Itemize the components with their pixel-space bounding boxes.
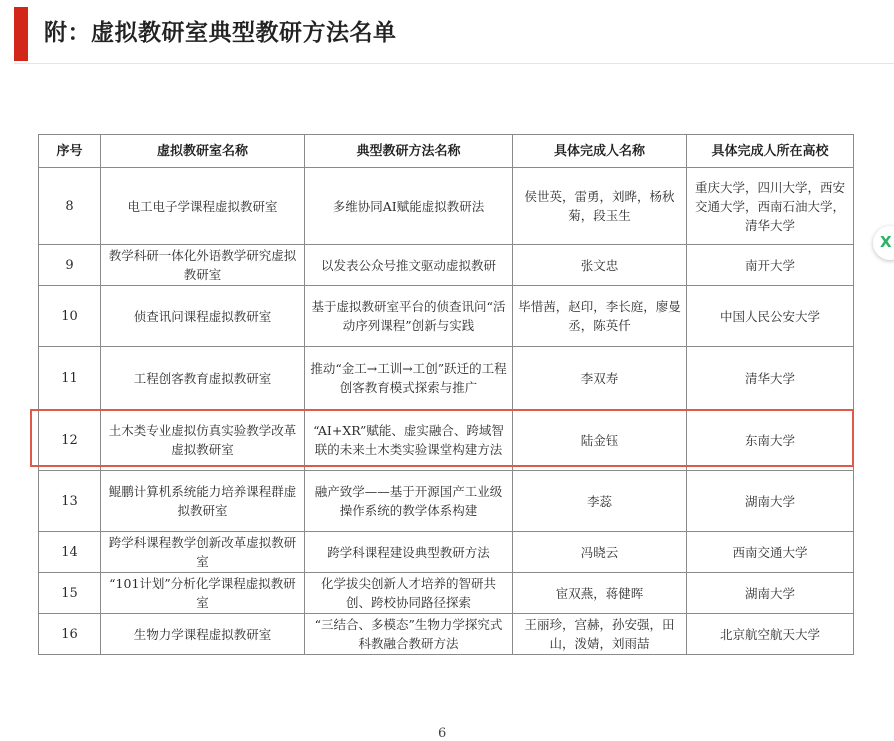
cell-no: 10 <box>39 286 101 347</box>
cell-room: 侦查讯问课程虚拟教研室 <box>101 286 305 347</box>
share-tab-icon: X <box>880 233 892 251</box>
cell-no: 14 <box>39 532 101 573</box>
table-row <box>39 168 854 245</box>
column-header-room: 虚拟教研室名称 <box>101 135 305 168</box>
cell-room: 教学科研一体化外语教学研究虚拟教研室 <box>101 245 305 286</box>
cell-people: 侯世英，雷勇，刘晔，杨秋菊，段玉生 <box>513 168 687 245</box>
cell-method: 多维协同AI赋能虚拟教研法 <box>305 168 513 245</box>
cell-people: 李蕊 <box>513 471 687 532</box>
cell-no: 12 <box>39 410 101 471</box>
method-list-table <box>38 134 854 655</box>
cell-no: 13 <box>39 471 101 532</box>
cell-people: 毕惜茜，赵印，李长庭，廖曼丞，陈英仟 <box>513 286 687 347</box>
cell-no: 16 <box>39 614 101 655</box>
table-row <box>39 573 854 614</box>
table-row <box>39 614 854 655</box>
cell-room: 电工电子学课程虚拟教研室 <box>101 168 305 245</box>
cell-schools: 重庆大学，四川大学，西安交通大学，西南石油大学，清华大学 <box>687 168 854 245</box>
column-header-schools: 具体完成人所在高校 <box>687 135 854 168</box>
page-title: 附：虚拟教研室典型教研方法名单 <box>44 20 397 46</box>
cell-method: “三结合、多模态”生物力学探究式科教融合教研方法 <box>305 614 513 655</box>
cell-schools: 南开大学 <box>687 245 854 286</box>
table-row-highlighted <box>39 347 854 410</box>
cell-schools: 中国人民公安大学 <box>687 286 854 347</box>
cell-people: 张文忠 <box>513 245 687 286</box>
cell-room: 土木类专业虚拟仿真实验教学改革虚拟教研室 <box>101 410 305 471</box>
page-number: 6 <box>438 726 447 741</box>
cell-method: 基于虚拟教研室平台的侦查讯问“活动序列课程”创新与实践 <box>305 286 513 347</box>
table-row <box>39 286 854 347</box>
table-header-row <box>39 135 854 168</box>
cell-room: 鲲鹏计算机系统能力培养课程群虚拟教研室 <box>101 471 305 532</box>
cell-schools: 清华大学 <box>687 347 854 410</box>
cell-schools: 北京航空航天大学 <box>687 614 854 655</box>
column-header-method: 典型教研方法名称 <box>305 135 513 168</box>
cell-method: 跨学科课程建设典型教研方法 <box>305 532 513 573</box>
cell-people: 宦双燕，蒋健晖 <box>513 573 687 614</box>
cell-schools: 湖南大学 <box>687 471 854 532</box>
cell-no: 9 <box>39 245 101 286</box>
cell-room: 生物力学课程虚拟教研室 <box>101 614 305 655</box>
cell-people: 李双寿 <box>513 347 687 410</box>
cell-method: 融产致学——基于开源国产工业级操作系统的教学体系构建 <box>305 471 513 532</box>
cell-schools: 湖南大学 <box>687 573 854 614</box>
row-11-highlight-box <box>30 409 854 467</box>
cell-room: 跨学科课程教学创新改革虚拟教研室 <box>101 532 305 573</box>
cell-people: 王丽珍，宫赫，孙安强，田山，泼婧，刘雨喆 <box>513 614 687 655</box>
column-header-no: 序号 <box>39 135 101 168</box>
title-accent-bar <box>14 7 28 61</box>
cell-people: 冯晓云 <box>513 532 687 573</box>
cell-method: “AI+XR”赋能、虚实融合、跨域智联的未来土木类实验课堂构建方法 <box>305 410 513 471</box>
page-header <box>0 0 894 64</box>
cell-people: 陆金钰 <box>513 410 687 471</box>
cell-no: 11 <box>39 347 101 410</box>
column-header-people: 具体完成人名称 <box>513 135 687 168</box>
cell-method: 以发表公众号推文驱动虚拟教研 <box>305 245 513 286</box>
table-row <box>39 532 854 573</box>
cell-schools: 西南交通大学 <box>687 532 854 573</box>
cell-room: “101计划”分析化学课程虚拟教研室 <box>101 573 305 614</box>
cell-room: 工程创客教育虚拟教研室 <box>101 347 305 410</box>
cell-method: 推动“金工→工训→工创”跃迁的工程创客教育模式探索与推广 <box>305 347 513 410</box>
table-row <box>39 471 854 532</box>
table-row <box>39 245 854 286</box>
cell-method: 化学拔尖创新人才培养的智研共创、跨校协同路径探索 <box>305 573 513 614</box>
cell-no: 8 <box>39 168 101 245</box>
cell-no: 15 <box>39 573 101 614</box>
cell-schools: 东南大学 <box>687 410 854 471</box>
